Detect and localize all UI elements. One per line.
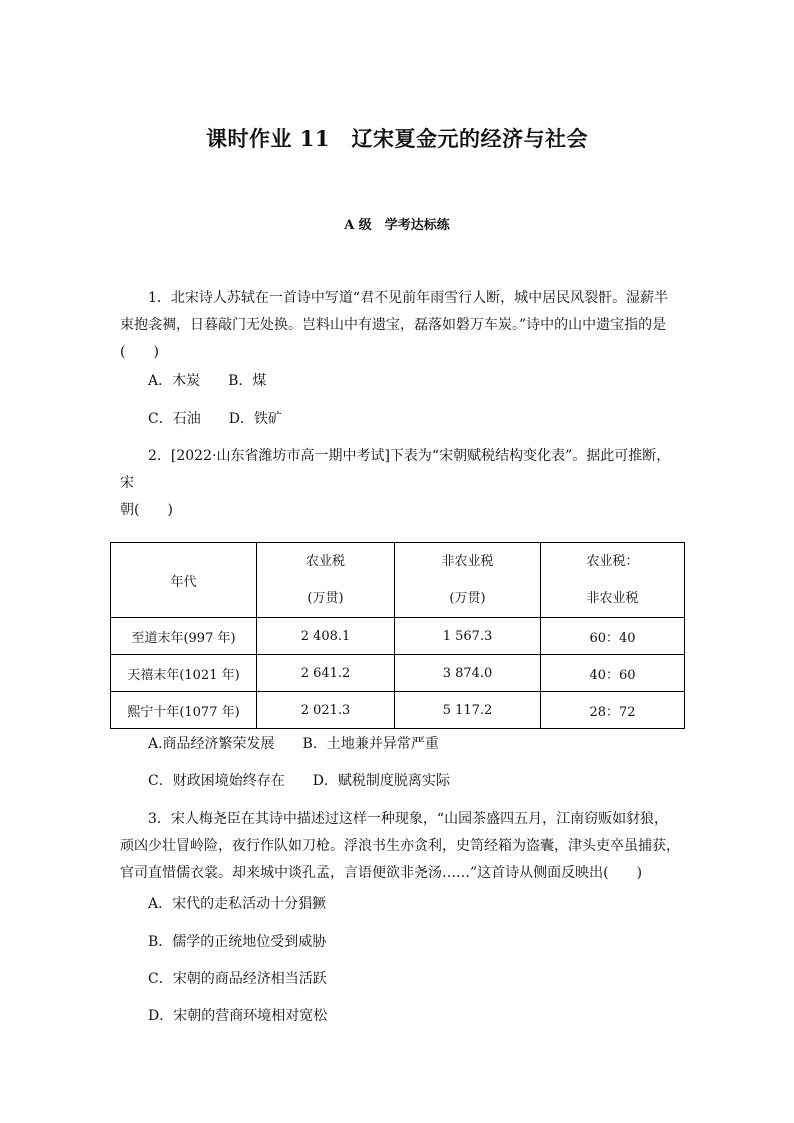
header-agri-tax-label: 农业税: [305, 554, 345, 569]
question-1-options-ab: A．木炭 B．煤: [148, 373, 267, 389]
header-agri-tax: [257, 543, 395, 618]
question-1-options-cd: C．石油 D．铁矿: [148, 411, 282, 427]
cell-agri-tax: 2 641.2: [257, 655, 395, 692]
question-3-option-a: A．宋代的走私活动十分猖獗: [148, 896, 327, 912]
page-title: 课时作业 11 辽宋夏金元的经济与社会: [205, 126, 589, 151]
cell-ratio: 40：60: [541, 655, 685, 692]
section-heading: A 级 学考达标练: [344, 218, 450, 233]
cell-ratio: 60：40: [541, 618, 685, 655]
question-1: [120, 285, 680, 366]
table-row: [111, 655, 685, 692]
question-2: [120, 443, 680, 524]
header-era: 年代: [111, 543, 257, 618]
cell-ratio: 28：72: [541, 692, 685, 729]
header-nonagri-tax-unit: (万贯): [449, 591, 486, 606]
question-2-line-2: 朝( ): [120, 502, 173, 518]
cell-nonagri-tax: 5 117.2: [395, 692, 541, 729]
cell-era: 至道末年(997 年): [111, 618, 257, 655]
header-ratio-line-1: 农业税：: [586, 554, 639, 569]
header-ratio-line-2: 非农业税: [586, 591, 639, 606]
question-1-line-2: 束抱衾裯，日暮敲门无处换。岂料山中有遗宝，磊落如磐万车炭。”诗中的山中遗宝指的是: [120, 317, 667, 333]
header-nonagri-tax-label: 非农业税: [441, 554, 494, 569]
question-1-line-1: 1．北宋诗人苏轼在一首诗中写道“君不见前年雨雪行人断，城中居民风裂骭。湿薪半: [148, 290, 669, 306]
header-agri-tax-unit: (万贯): [307, 591, 344, 606]
question-3: [120, 806, 680, 887]
question-3-option-c: C．宋朝的商品经济相当活跃: [148, 971, 327, 987]
cell-agri-tax: 2 408.1: [257, 618, 395, 655]
question-3-line-1: 3．宋人梅尧臣在其诗中描述过这样一种现象，“山园茶盛四五月，江南窃贩如豺狼，: [148, 811, 669, 827]
cell-agri-tax: 2 021.3: [257, 692, 395, 729]
question-2-options-cd: C．财政困境始终存在 D．赋税制度脱离实际: [148, 773, 450, 789]
cell-era: 熙宁十年(1077 年): [111, 692, 257, 729]
header-ratio: [541, 543, 685, 618]
question-2-options-ab: A.商品经济繁荣发展 B．土地兼并异常严重: [148, 736, 439, 752]
table-header-row: [111, 543, 685, 618]
cell-nonagri-tax: 1 567.3: [395, 618, 541, 655]
table-row: [111, 692, 685, 729]
question-2-line-1: 2．[2022·山东省潍坊市高一期中考试]下表为“宋朝赋税结构变化表”。据此可推断，宋: [120, 448, 671, 491]
question-3-option-d: D．宋朝的营商环境相对宽松: [148, 1008, 328, 1024]
header-nonagri-tax: [395, 543, 541, 618]
question-1-line-3: ( ): [120, 344, 159, 360]
cell-nonagri-tax: 3 874.0: [395, 655, 541, 692]
question-3-line-2: 顽凶少壮冒岭险，夜行作队如刀枪。浮浪书生亦贪利，史笥经箱为盗囊，津头吏卒虽捕获，: [120, 838, 680, 854]
question-3-line-3: 官司直惜儒衣裳。却来城中谈孔孟，言语便欲非尧汤……”这首诗从侧面反映出( ): [120, 865, 643, 881]
question-3-option-b: B．儒学的正统地位受到威胁: [148, 934, 327, 950]
tax-structure-table: [110, 542, 685, 729]
table-row: [111, 618, 685, 655]
cell-era: 天禧末年(1021 年): [111, 655, 257, 692]
